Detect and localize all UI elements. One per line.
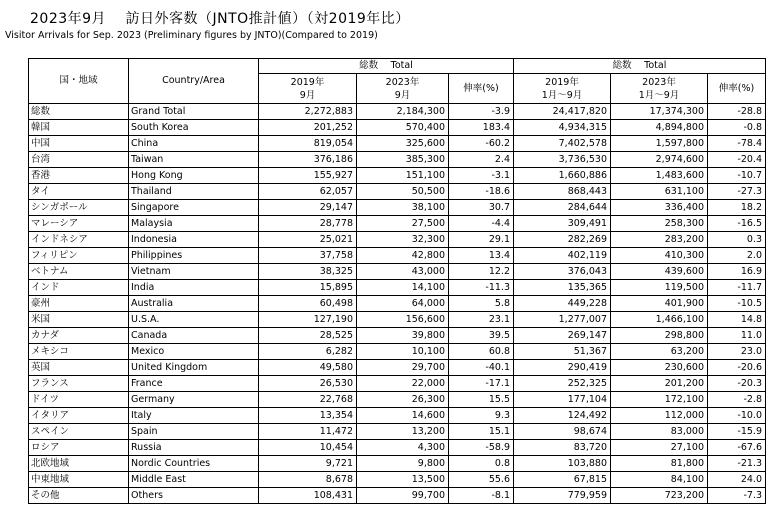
row-growth-monthly: 60.8 [449, 344, 514, 360]
row-2019-cumulative: 290,419 [514, 360, 611, 376]
row-2019-sep: 26,530 [259, 376, 357, 392]
row-region-en: South Korea [129, 120, 259, 136]
table-row [29, 440, 766, 456]
row-2019-cumulative: 252,325 [514, 376, 611, 392]
table-row [29, 248, 766, 264]
row-region-jp: 中国 [29, 136, 129, 152]
row-2023-cumulative: 81,800 [611, 456, 708, 472]
row-growth-cumulative: -0.8 [708, 120, 766, 136]
row-growth-monthly: -40.1 [449, 360, 514, 376]
row-growth-monthly: -18.6 [449, 184, 514, 200]
row-2023-sep: 26,300 [357, 392, 449, 408]
row-2023-cumulative: 1,597,800 [611, 136, 708, 152]
row-region-en: U.S.A. [129, 312, 259, 328]
row-region-en: Mexico [129, 344, 259, 360]
table-row [29, 232, 766, 248]
row-2019-cumulative: 376,043 [514, 264, 611, 280]
row-2019-cumulative: 309,491 [514, 216, 611, 232]
header-growth-cumulative: 伸率(%) [708, 74, 766, 104]
row-2019-cumulative: 51,367 [514, 344, 611, 360]
row-region-en: Nordic Countries [129, 456, 259, 472]
row-2019-sep: 10,454 [259, 440, 357, 456]
row-region-en: Hong Kong [129, 168, 259, 184]
row-growth-cumulative: -67.6 [708, 440, 766, 456]
row-2023-sep: 9,800 [357, 456, 449, 472]
row-2019-sep: 13,354 [259, 408, 357, 424]
row-growth-monthly: 55.6 [449, 472, 514, 488]
row-growth-monthly: -4.4 [449, 216, 514, 232]
row-2023-cumulative: 17,374,300 [611, 104, 708, 120]
row-region-jp: 台湾 [29, 152, 129, 168]
row-2019-sep: 819,054 [259, 136, 357, 152]
row-2023-cumulative: 410,300 [611, 248, 708, 264]
row-2023-sep: 50,500 [357, 184, 449, 200]
row-growth-monthly: 23.1 [449, 312, 514, 328]
table-row [29, 216, 766, 232]
row-2019-sep: 11,472 [259, 424, 357, 440]
row-region-en: Thailand [129, 184, 259, 200]
table-row [29, 184, 766, 200]
row-region-jp: ドイツ [29, 392, 129, 408]
header-region-jp: 国・地域 [29, 59, 129, 104]
page-title: 2023年9月 訪日外客数（JNTO推計値）（対2019年比） [30, 11, 410, 27]
header-2023-cumulative: 2023年 1月～9月 [611, 74, 708, 104]
row-2019-sep: 155,927 [259, 168, 357, 184]
row-2019-sep: 28,525 [259, 328, 357, 344]
row-growth-monthly: 2.4 [449, 152, 514, 168]
row-region-jp: 中東地域 [29, 472, 129, 488]
row-growth-cumulative: 0.3 [708, 232, 766, 248]
row-2023-sep: 4,300 [357, 440, 449, 456]
row-region-jp: スペイン [29, 424, 129, 440]
row-2023-cumulative: 201,200 [611, 376, 708, 392]
row-growth-monthly: 39.5 [449, 328, 514, 344]
row-2023-cumulative: 83,000 [611, 424, 708, 440]
row-2019-sep: 201,252 [259, 120, 357, 136]
row-region-jp: フィリピン [29, 248, 129, 264]
row-region-en: Middle East [129, 472, 259, 488]
row-region-en: Russia [129, 440, 259, 456]
row-2023-sep: 22,000 [357, 376, 449, 392]
row-growth-monthly: -58.9 [449, 440, 514, 456]
row-growth-monthly: 15.1 [449, 424, 514, 440]
row-2019-cumulative: 868,443 [514, 184, 611, 200]
row-growth-monthly: -60.2 [449, 136, 514, 152]
row-2019-sep: 38,325 [259, 264, 357, 280]
row-2019-cumulative: 284,644 [514, 200, 611, 216]
row-region-en: Italy [129, 408, 259, 424]
row-2019-sep: 29,147 [259, 200, 357, 216]
row-2019-sep: 37,758 [259, 248, 357, 264]
row-2019-sep: 9,721 [259, 456, 357, 472]
row-2019-sep: 22,768 [259, 392, 357, 408]
table-row [29, 264, 766, 280]
row-region-jp: 米国 [29, 312, 129, 328]
row-2019-cumulative: 103,880 [514, 456, 611, 472]
row-growth-monthly: 13.4 [449, 248, 514, 264]
table-row [29, 328, 766, 344]
row-2023-cumulative: 258,300 [611, 216, 708, 232]
row-growth-cumulative: 2.0 [708, 248, 766, 264]
row-2023-sep: 42,800 [357, 248, 449, 264]
row-region-en: Indonesia [129, 232, 259, 248]
row-region-jp: マレーシア [29, 216, 129, 232]
row-growth-cumulative: 24.0 [708, 472, 766, 488]
row-2023-sep: 14,600 [357, 408, 449, 424]
header-growth-monthly: 伸率(%) [449, 74, 514, 104]
row-2019-sep: 28,778 [259, 216, 357, 232]
row-2019-sep: 6,282 [259, 344, 357, 360]
row-growth-monthly: -11.3 [449, 280, 514, 296]
row-region-jp: 香港 [29, 168, 129, 184]
row-2023-sep: 32,300 [357, 232, 449, 248]
row-2023-sep: 27,500 [357, 216, 449, 232]
row-region-en: India [129, 280, 259, 296]
row-2023-cumulative: 1,483,600 [611, 168, 708, 184]
row-2019-cumulative: 98,674 [514, 424, 611, 440]
row-growth-cumulative: -7.3 [708, 488, 766, 504]
header-total-monthly: 総数 Total [259, 59, 514, 74]
row-region-jp: ベトナム [29, 264, 129, 280]
table-row [29, 376, 766, 392]
row-growth-monthly: 29.1 [449, 232, 514, 248]
row-region-en: Australia [129, 296, 259, 312]
row-region-en: Philippines [129, 248, 259, 264]
table-row [29, 456, 766, 472]
row-region-jp: メキシコ [29, 344, 129, 360]
table-row [29, 296, 766, 312]
row-2023-cumulative: 63,200 [611, 344, 708, 360]
visitor-arrivals-table [28, 58, 766, 504]
row-2019-cumulative: 1,660,886 [514, 168, 611, 184]
row-2019-cumulative: 124,492 [514, 408, 611, 424]
row-growth-cumulative: -78.4 [708, 136, 766, 152]
row-2023-cumulative: 401,900 [611, 296, 708, 312]
row-2023-sep: 151,100 [357, 168, 449, 184]
row-2019-cumulative: 282,269 [514, 232, 611, 248]
row-region-jp: 英国 [29, 360, 129, 376]
row-2019-cumulative: 449,228 [514, 296, 611, 312]
row-growth-cumulative: -11.7 [708, 280, 766, 296]
row-2023-sep: 38,100 [357, 200, 449, 216]
row-2023-cumulative: 4,894,800 [611, 120, 708, 136]
row-growth-monthly: 30.7 [449, 200, 514, 216]
row-2023-cumulative: 336,400 [611, 200, 708, 216]
table-row [29, 424, 766, 440]
row-2023-cumulative: 631,100 [611, 184, 708, 200]
row-2023-sep: 156,600 [357, 312, 449, 328]
row-2023-sep: 570,400 [357, 120, 449, 136]
table-row [29, 168, 766, 184]
row-growth-cumulative: -20.6 [708, 360, 766, 376]
row-region-jp: イタリア [29, 408, 129, 424]
row-growth-cumulative: 18.2 [708, 200, 766, 216]
row-growth-cumulative: 14.8 [708, 312, 766, 328]
row-2023-cumulative: 230,600 [611, 360, 708, 376]
row-2023-cumulative: 84,100 [611, 472, 708, 488]
row-2019-cumulative: 24,417,820 [514, 104, 611, 120]
row-growth-monthly: -17.1 [449, 376, 514, 392]
row-region-en: Spain [129, 424, 259, 440]
table-row [29, 360, 766, 376]
header-region-en: Country/Area [129, 59, 259, 104]
row-growth-monthly: -8.1 [449, 488, 514, 504]
row-2019-cumulative: 7,402,578 [514, 136, 611, 152]
table-row [29, 472, 766, 488]
row-region-en: Vietnam [129, 264, 259, 280]
row-region-en: Canada [129, 328, 259, 344]
row-growth-cumulative: 16.9 [708, 264, 766, 280]
table-row [29, 280, 766, 296]
row-region-jp: 総数 [29, 104, 129, 120]
row-growth-cumulative: -10.0 [708, 408, 766, 424]
row-growth-cumulative: -2.8 [708, 392, 766, 408]
row-region-en: Singapore [129, 200, 259, 216]
row-2019-cumulative: 3,736,530 [514, 152, 611, 168]
row-2019-sep: 127,190 [259, 312, 357, 328]
table-body [29, 104, 766, 504]
row-2023-sep: 64,000 [357, 296, 449, 312]
row-2019-cumulative: 83,720 [514, 440, 611, 456]
table-row [29, 408, 766, 424]
row-growth-cumulative: -21.3 [708, 456, 766, 472]
row-2019-cumulative: 67,815 [514, 472, 611, 488]
row-2019-sep: 25,021 [259, 232, 357, 248]
row-2023-sep: 14,100 [357, 280, 449, 296]
row-2023-sep: 43,000 [357, 264, 449, 280]
row-2023-sep: 39,800 [357, 328, 449, 344]
row-region-en: United Kingdom [129, 360, 259, 376]
row-2019-sep: 49,580 [259, 360, 357, 376]
header-total-cumulative: 総数 Total [514, 59, 766, 74]
row-2023-cumulative: 119,500 [611, 280, 708, 296]
row-2019-cumulative: 269,147 [514, 328, 611, 344]
row-growth-cumulative: 11.0 [708, 328, 766, 344]
row-region-jp: インド [29, 280, 129, 296]
row-region-jp: 豪州 [29, 296, 129, 312]
row-2023-sep: 29,700 [357, 360, 449, 376]
row-2023-sep: 99,700 [357, 488, 449, 504]
row-growth-cumulative: -20.4 [708, 152, 766, 168]
row-region-en: France [129, 376, 259, 392]
row-growth-cumulative: -15.9 [708, 424, 766, 440]
row-growth-monthly: 15.5 [449, 392, 514, 408]
row-growth-cumulative: 23.0 [708, 344, 766, 360]
row-2023-sep: 2,184,300 [357, 104, 449, 120]
row-2023-sep: 385,300 [357, 152, 449, 168]
row-2019-sep: 60,498 [259, 296, 357, 312]
row-2019-sep: 376,186 [259, 152, 357, 168]
row-2023-sep: 10,100 [357, 344, 449, 360]
row-growth-cumulative: -16.5 [708, 216, 766, 232]
row-region-jp: その他 [29, 488, 129, 504]
table-row [29, 200, 766, 216]
row-region-jp: インドネシア [29, 232, 129, 248]
row-2019-cumulative: 177,104 [514, 392, 611, 408]
row-2023-cumulative: 2,974,600 [611, 152, 708, 168]
row-2019-cumulative: 779,959 [514, 488, 611, 504]
row-2019-sep: 62,057 [259, 184, 357, 200]
row-2019-cumulative: 135,365 [514, 280, 611, 296]
row-growth-monthly: -3.1 [449, 168, 514, 184]
page-subtitle: Visitor Arrivals for Sep. 2023 (Preliminary figures by JNTO)(Compared to 2019) [5, 30, 378, 41]
row-growth-monthly: 12.2 [449, 264, 514, 280]
table-row [29, 488, 766, 504]
row-2023-sep: 13,200 [357, 424, 449, 440]
table-row [29, 312, 766, 328]
row-2023-cumulative: 27,100 [611, 440, 708, 456]
row-2023-cumulative: 112,000 [611, 408, 708, 424]
header-2023-sep: 2023年 9月 [357, 74, 449, 104]
table-row [29, 344, 766, 360]
row-2023-sep: 13,500 [357, 472, 449, 488]
row-2023-cumulative: 439,600 [611, 264, 708, 280]
row-region-en: China [129, 136, 259, 152]
row-2019-sep: 108,431 [259, 488, 357, 504]
row-growth-cumulative: -10.5 [708, 296, 766, 312]
row-2023-cumulative: 298,800 [611, 328, 708, 344]
row-growth-monthly: 183.4 [449, 120, 514, 136]
row-2023-cumulative: 723,200 [611, 488, 708, 504]
row-2023-cumulative: 1,466,100 [611, 312, 708, 328]
row-region-en: Others [129, 488, 259, 504]
table-row [29, 136, 766, 152]
row-region-jp: タイ [29, 184, 129, 200]
row-2019-cumulative: 4,934,315 [514, 120, 611, 136]
table-row [29, 120, 766, 136]
row-region-jp: ロシア [29, 440, 129, 456]
row-2023-sep: 325,600 [357, 136, 449, 152]
row-growth-monthly: -3.9 [449, 104, 514, 120]
row-region-jp: 北欧地域 [29, 456, 129, 472]
row-region-en: Germany [129, 392, 259, 408]
table-row [29, 152, 766, 168]
row-2023-cumulative: 283,200 [611, 232, 708, 248]
row-2019-cumulative: 402,119 [514, 248, 611, 264]
row-2019-cumulative: 1,277,007 [514, 312, 611, 328]
table-row [29, 104, 766, 120]
row-growth-monthly: 5.8 [449, 296, 514, 312]
row-growth-cumulative: -10.7 [708, 168, 766, 184]
row-region-jp: シンガポール [29, 200, 129, 216]
header-2019-sep: 2019年 9月 [259, 74, 357, 104]
row-growth-monthly: 9.3 [449, 408, 514, 424]
row-region-en: Taiwan [129, 152, 259, 168]
row-region-jp: カナダ [29, 328, 129, 344]
row-growth-cumulative: -27.3 [708, 184, 766, 200]
row-region-jp: 韓国 [29, 120, 129, 136]
row-2019-sep: 15,895 [259, 280, 357, 296]
header-2019-cumulative: 2019年 1月～9月 [514, 74, 611, 104]
row-growth-monthly: 0.8 [449, 456, 514, 472]
row-region-en: Grand Total [129, 104, 259, 120]
row-2019-sep: 8,678 [259, 472, 357, 488]
row-region-jp: フランス [29, 376, 129, 392]
row-2023-cumulative: 172,100 [611, 392, 708, 408]
row-2019-sep: 2,272,883 [259, 104, 357, 120]
row-growth-cumulative: -20.3 [708, 376, 766, 392]
table-row [29, 392, 766, 408]
row-region-en: Malaysia [129, 216, 259, 232]
row-growth-cumulative: -28.8 [708, 104, 766, 120]
